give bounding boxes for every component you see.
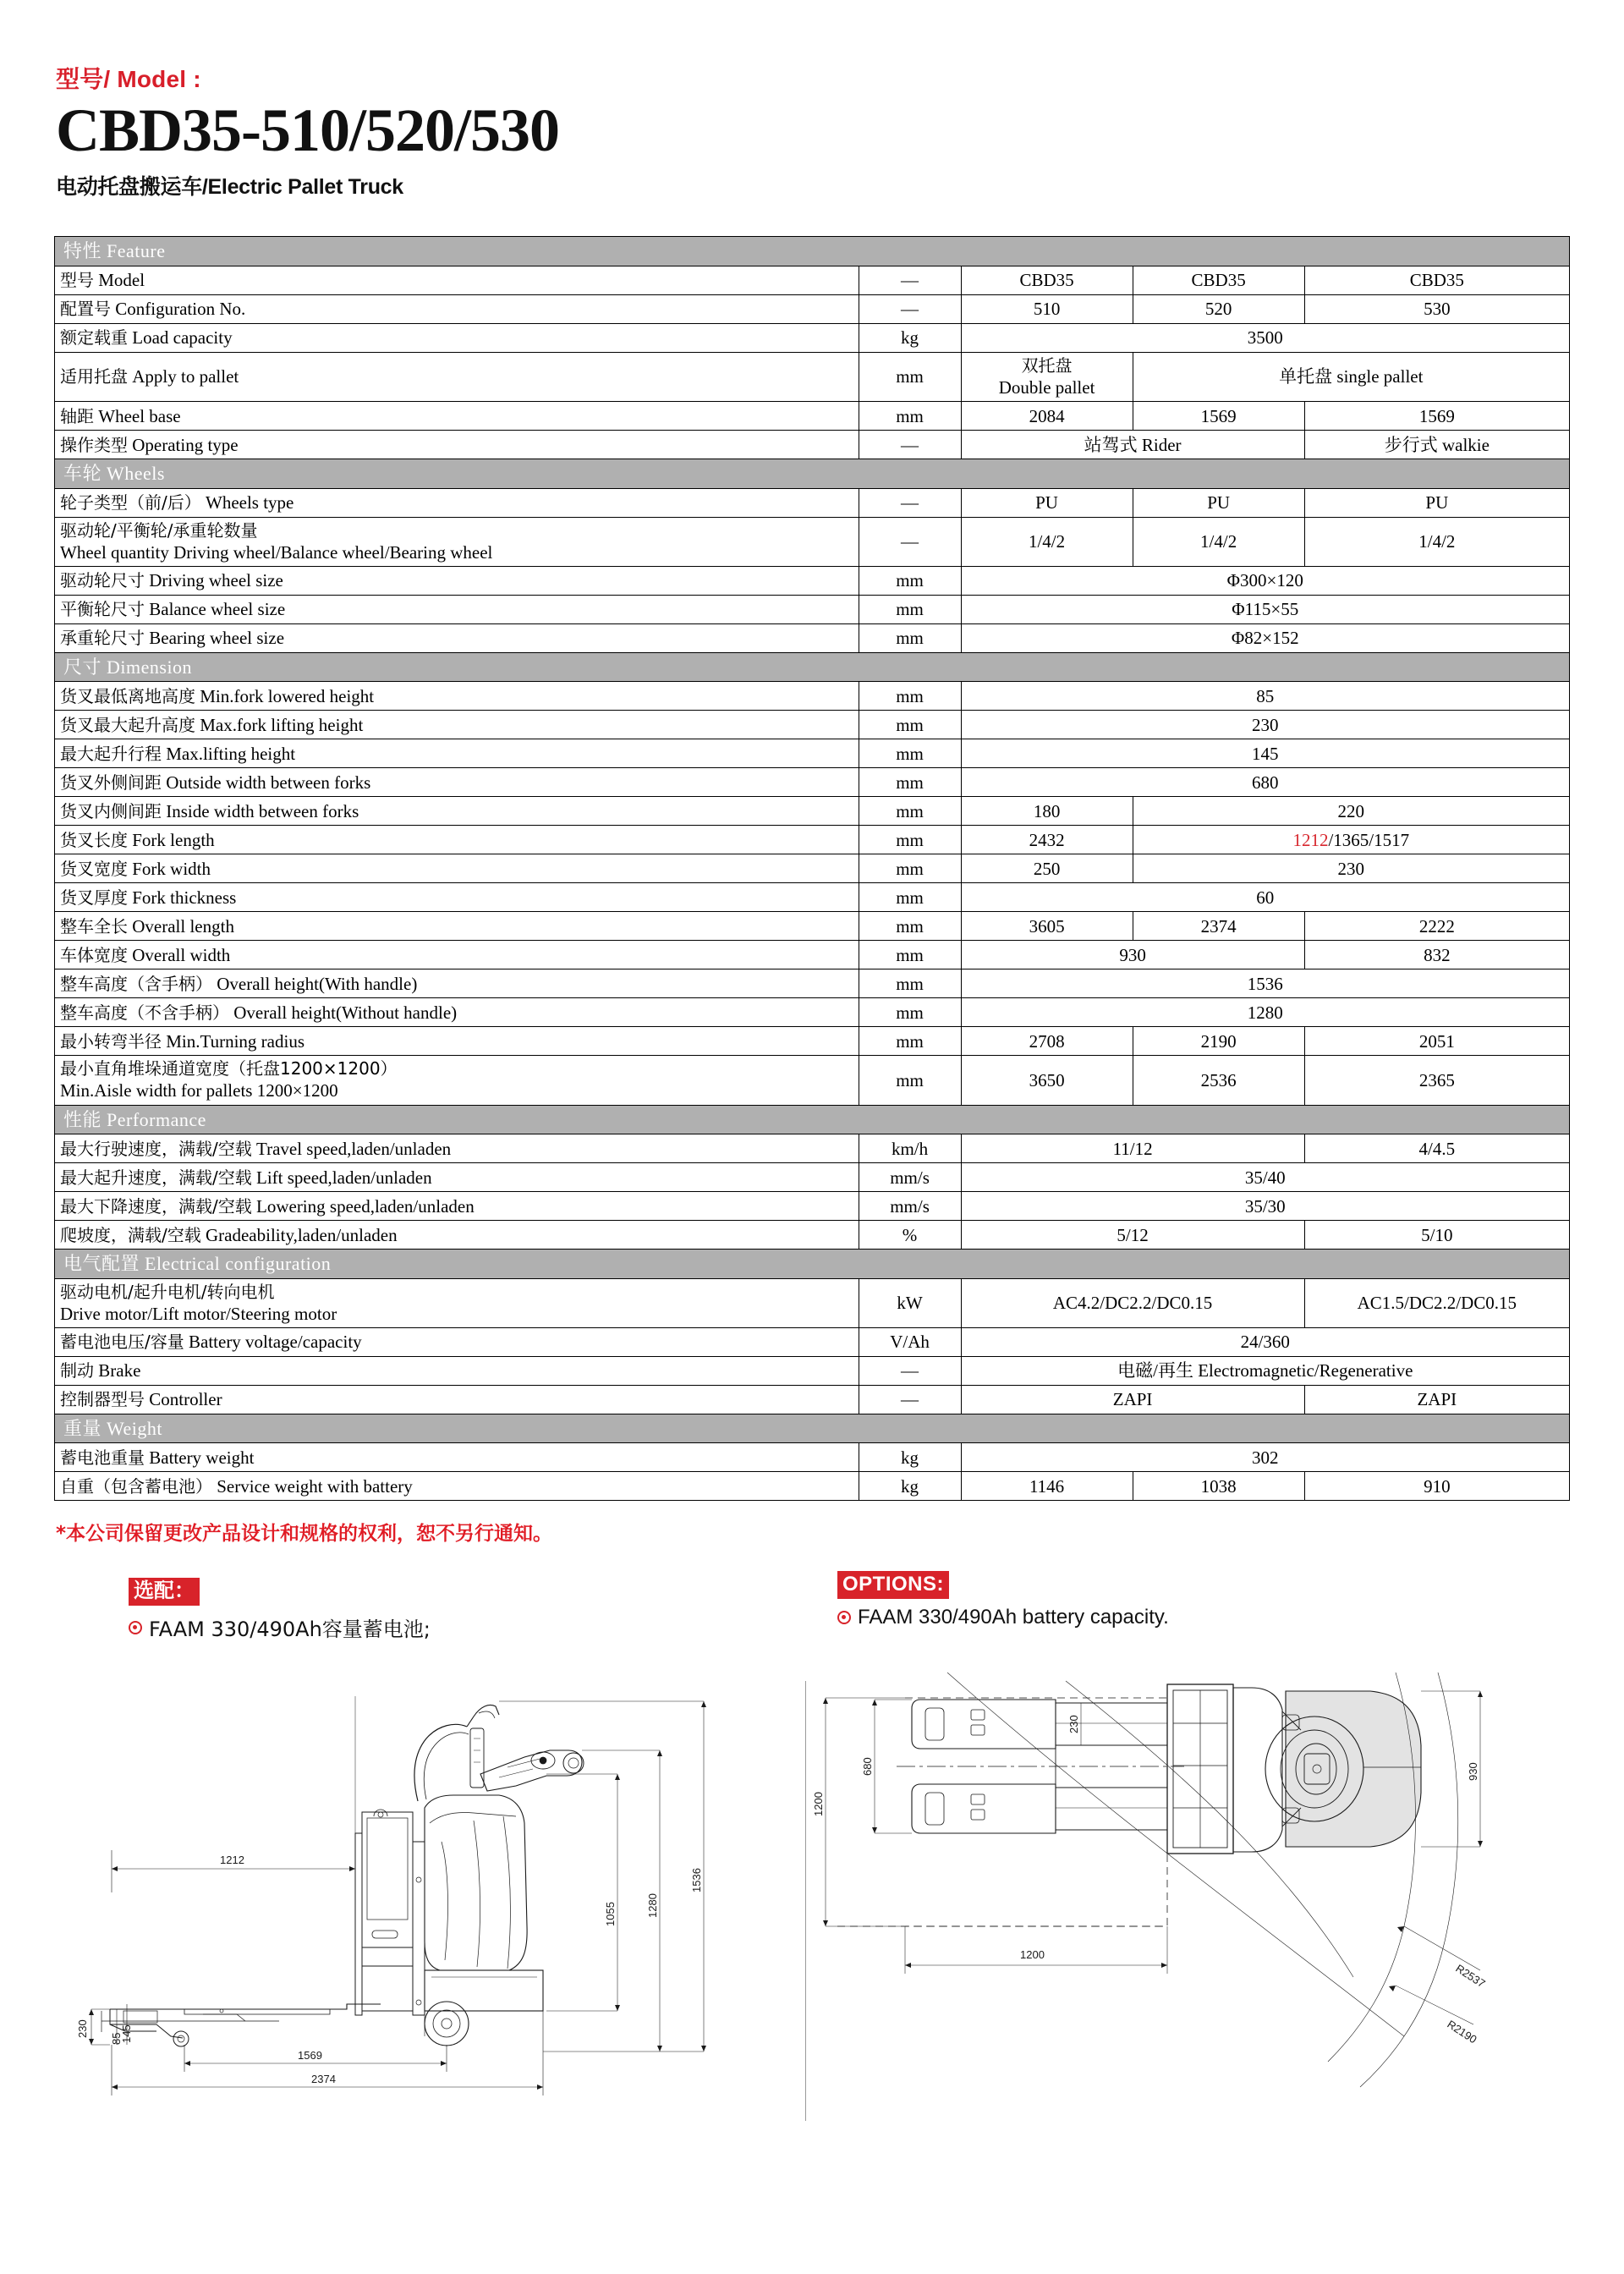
row-unit: — [859, 488, 961, 517]
row-unit: mm/s [859, 1192, 961, 1221]
row-value: 单托盘 single pallet [1133, 352, 1569, 401]
row-value: PU [961, 488, 1133, 517]
row-value: 180 [961, 797, 1133, 826]
row-unit: mm [859, 854, 961, 883]
row-unit: mm [859, 682, 961, 711]
row-value: 1280 [961, 998, 1569, 1027]
table-row [55, 797, 1570, 826]
row-unit: mm [859, 566, 961, 595]
table-row [55, 1472, 1570, 1501]
row-value: 2084 [961, 402, 1133, 431]
disclaimer-note: *本公司保留更改产品设计和规格的权利，恕不另行通知。 [56, 1523, 553, 1546]
table-section-header [55, 459, 1570, 489]
row-label: 制动 Brake [55, 1356, 859, 1385]
row-value: 1/4/2 [1304, 517, 1569, 566]
drawings-divider [805, 1681, 806, 2121]
row-label: 适用托盘 Apply to pallet [55, 352, 859, 401]
row-value: 230 [961, 711, 1569, 739]
row-value: 1569 [1133, 402, 1304, 431]
row-label: 操作类型 Operating type [55, 431, 859, 459]
bullet-icon [837, 1611, 851, 1624]
table-section-header [55, 237, 1570, 266]
row-value: 35/30 [961, 1192, 1569, 1221]
row-value: 24/360 [961, 1327, 1569, 1356]
row-label: 平衡轮尺寸 Balance wheel size [55, 595, 859, 623]
table-row [55, 1278, 1570, 1327]
dim-1280: 1280 [646, 1893, 659, 1919]
table-row [55, 969, 1570, 998]
row-label: 货叉内侧间距 Inside width between forks [55, 797, 859, 826]
dim-1536: 1536 [690, 1868, 703, 1893]
row-label: 最大起升速度，满载/空载 Lift speed,laden/unladen [55, 1163, 859, 1192]
dim-680: 680 [861, 1757, 874, 1777]
row-value: 60 [961, 883, 1569, 912]
table-row [55, 1134, 1570, 1163]
row-value: 1038 [1133, 1472, 1304, 1501]
dim-145: 145 [120, 2024, 133, 2044]
row-unit: mm [859, 768, 961, 797]
row-label: 整车高度（不含手柄） Overall height(Without handle) [55, 998, 859, 1027]
row-unit: mm/s [859, 1163, 961, 1192]
row-label: 控制器型号 Controller [55, 1385, 859, 1414]
dim-aisle-1200: 1200 [1020, 1948, 1045, 1962]
row-value: 1146 [961, 1472, 1133, 1501]
row-value: 11/12 [961, 1134, 1304, 1163]
row-value: 步行式 walkie [1304, 431, 1569, 459]
row-value: 1/4/2 [961, 517, 1133, 566]
option-item-en-label: FAAM 330/490Ah battery capacity. [858, 1606, 1169, 1629]
table-row [55, 1192, 1570, 1221]
table-row [55, 266, 1570, 294]
row-label: 额定载重 Load capacity [55, 323, 859, 352]
row-unit: mm [859, 352, 961, 401]
row-value: ZAPI [1304, 1385, 1569, 1414]
row-value: 230 [1133, 854, 1569, 883]
row-label: 货叉最大起升高度 Max.fork lifting height [55, 711, 859, 739]
row-unit: — [859, 517, 961, 566]
row-unit: mm [859, 797, 961, 826]
row-value: ZAPI [961, 1385, 1304, 1414]
row-label: 最大行驶速度，满载/空载 Travel speed,laden/unladen [55, 1134, 859, 1163]
row-label: 驱动电机/起升电机/转向电机 Drive motor/Lift motor/Steering motor [55, 1278, 859, 1327]
row-value: 832 [1304, 941, 1569, 969]
dim-2374: 2374 [311, 2073, 336, 2086]
row-unit: — [859, 1356, 961, 1385]
table-row [55, 826, 1570, 854]
row-unit: mm [859, 1056, 961, 1105]
row-value: 530 [1304, 294, 1569, 323]
table-section-header [55, 1105, 1570, 1134]
top-view-drawing [812, 1673, 1573, 2129]
row-value: 2222 [1304, 912, 1569, 941]
dim-230: 230 [76, 2019, 89, 2039]
table-section-header [55, 652, 1570, 682]
table-row [55, 517, 1570, 566]
row-unit: — [859, 431, 961, 459]
row-value: 930 [961, 941, 1304, 969]
section-title: 特性 Feature [55, 237, 1570, 266]
row-value: 站驾式 Rider [961, 431, 1304, 459]
table-row [55, 323, 1570, 352]
row-value: 双托盘 Double pallet [961, 352, 1133, 401]
row-label: 自重（包含蓄电池） Service weight with battery [55, 1472, 859, 1501]
row-unit: mm [859, 969, 961, 998]
dim-1055: 1055 [604, 1902, 617, 1927]
row-unit: mm [859, 402, 961, 431]
row-unit: mm [859, 912, 961, 941]
row-value: 520 [1133, 294, 1304, 323]
row-value: 3650 [961, 1056, 1133, 1105]
table-row [55, 998, 1570, 1027]
table-row [55, 595, 1570, 623]
page-subtitle: 电动托盘搬运车/Electric Pallet Truck [56, 175, 403, 200]
section-title: 电气配置 Electrical configuration [55, 1250, 1570, 1279]
table-row [55, 566, 1570, 595]
option-item-en [837, 1606, 1169, 1629]
row-label: 爬坡度，满载/空载 Gradeability,laden/unladen [55, 1221, 859, 1250]
table-row [55, 1163, 1570, 1192]
row-value: 2432 [961, 826, 1133, 854]
row-unit: mm [859, 739, 961, 768]
row-label: 最小直角堆垛通道宽度（托盘1200×1200） Min.Aisle width for pallets 1200×1200 [55, 1056, 859, 1105]
row-value: PU [1304, 488, 1569, 517]
row-label: 驱动轮尺寸 Driving wheel size [55, 566, 859, 595]
table-row [55, 623, 1570, 652]
row-unit: mm [859, 941, 961, 969]
row-value: 5/12 [961, 1221, 1304, 1250]
dim-1569: 1569 [298, 2049, 322, 2063]
option-item-cn [129, 1612, 431, 1642]
table-row [55, 1027, 1570, 1056]
row-unit: kW [859, 1278, 961, 1327]
row-value: 910 [1304, 1472, 1569, 1501]
row-value: 2365 [1304, 1056, 1569, 1105]
row-label: 货叉长度 Fork length [55, 826, 859, 854]
dim-fork-230: 230 [1067, 1715, 1080, 1734]
row-value: 2708 [961, 1027, 1133, 1056]
row-unit: — [859, 294, 961, 323]
row-label: 轴距 Wheel base [55, 402, 859, 431]
row-label: 最大起升行程 Max.lifting height [55, 739, 859, 768]
options-block-cn [129, 1578, 431, 1642]
row-unit: mm [859, 883, 961, 912]
row-label: 型号 Model [55, 266, 859, 294]
row-value: 1/4/2 [1133, 517, 1304, 566]
row-label: 货叉外侧间距 Outside width between forks [55, 768, 859, 797]
table-row [55, 402, 1570, 431]
row-unit: mm [859, 711, 961, 739]
row-value: 680 [961, 768, 1569, 797]
row-value: 2190 [1133, 1027, 1304, 1056]
row-label: 配置号 Configuration No. [55, 294, 859, 323]
row-label: 整车全长 Overall length [55, 912, 859, 941]
dim-85: 85 [110, 2032, 123, 2046]
row-value: 85 [961, 682, 1569, 711]
row-value: 145 [961, 739, 1569, 768]
row-value: Φ115×55 [961, 595, 1569, 623]
spec-table-wrap [54, 236, 1570, 1501]
row-value: 250 [961, 854, 1133, 883]
row-value: 5/10 [1304, 1221, 1569, 1250]
option-item-cn-label: FAAM 330/490Ah容量蓄电池; [149, 1618, 431, 1642]
page-header [0, 0, 1624, 200]
row-label: 最大下降速度，满载/空载 Lowering speed,laden/unladen [55, 1192, 859, 1221]
row-value: 2051 [1304, 1027, 1569, 1056]
row-unit: mm [859, 623, 961, 652]
row-value: 3605 [961, 912, 1133, 941]
table-row [55, 682, 1570, 711]
row-value: CBD35 [1133, 266, 1304, 294]
row-label: 货叉厚度 Fork thickness [55, 883, 859, 912]
table-row [55, 1443, 1570, 1472]
row-unit: mm [859, 998, 961, 1027]
table-row [55, 1385, 1570, 1414]
row-label: 整车高度（含手柄） Overall height(With handle) [55, 969, 859, 998]
row-unit: — [859, 1385, 961, 1414]
bullet-icon [129, 1621, 142, 1634]
row-value: 1212/1365/1517 [1133, 826, 1569, 854]
table-row [55, 352, 1570, 401]
row-unit: kg [859, 1443, 961, 1472]
row-unit: — [859, 266, 961, 294]
row-value: 1569 [1304, 402, 1569, 431]
row-unit: mm [859, 595, 961, 623]
row-value: 2536 [1133, 1056, 1304, 1105]
row-value: 220 [1133, 797, 1569, 826]
table-row [55, 294, 1570, 323]
table-section-header [55, 1414, 1570, 1443]
table-section-header [55, 1250, 1570, 1279]
row-value: 电磁/再生 Electromagnetic/Regenerative [961, 1356, 1569, 1385]
row-label: 承重轮尺寸 Bearing wheel size [55, 623, 859, 652]
table-row [55, 941, 1570, 969]
row-label: 驱动轮/平衡轮/承重轮数量 Wheel quantity Driving wheel/Balance wheel/Bearing wheel [55, 517, 859, 566]
row-label: 货叉宽度 Fork width [55, 854, 859, 883]
row-value: 3500 [961, 323, 1569, 352]
row-unit: % [859, 1221, 961, 1250]
side-view-svg [76, 1673, 770, 2129]
row-value: PU [1133, 488, 1304, 517]
options-tag-cn: 选配： [129, 1578, 200, 1606]
row-value: 35/40 [961, 1163, 1569, 1192]
options-area [0, 1571, 1624, 1664]
row-value: 2374 [1133, 912, 1304, 941]
row-unit: km/h [859, 1134, 961, 1163]
row-value: 302 [961, 1443, 1569, 1472]
row-label: 蓄电池重量 Battery weight [55, 1443, 859, 1472]
row-value: 4/4.5 [1304, 1134, 1569, 1163]
table-row [55, 1356, 1570, 1385]
row-label: 货叉最低离地高度 Min.fork lowered height [55, 682, 859, 711]
section-title: 尺寸 Dimension [55, 652, 1570, 682]
page-title: CBD35-510/520/530 [56, 96, 559, 164]
model-kicker: 型号/ Model : [56, 66, 201, 92]
row-value: 1536 [961, 969, 1569, 998]
row-label: 轮子类型（前/后） Wheels type [55, 488, 859, 517]
row-value: Φ82×152 [961, 623, 1569, 652]
row-label: 最小转弯半径 Min.Turning radius [55, 1027, 859, 1056]
table-row [55, 768, 1570, 797]
dim-930: 930 [1467, 1762, 1479, 1782]
dim-R2190: R2190 [1445, 2018, 1479, 2046]
row-unit: kg [859, 323, 961, 352]
options-block-en [837, 1571, 1169, 1629]
table-row [55, 739, 1570, 768]
table-row [55, 711, 1570, 739]
row-value: AC4.2/DC2.2/DC0.15 [961, 1278, 1304, 1327]
side-view-drawing [76, 1673, 770, 2129]
dim-1212: 1212 [220, 1854, 244, 1867]
table-row [55, 912, 1570, 941]
table-row [55, 1056, 1570, 1105]
row-unit: kg [859, 1472, 961, 1501]
table-row [55, 431, 1570, 459]
table-row [55, 1327, 1570, 1356]
row-value: 510 [961, 294, 1133, 323]
row-value: Φ300×120 [961, 566, 1569, 595]
row-value: AC1.5/DC2.2/DC0.15 [1304, 1278, 1569, 1327]
top-view-svg [812, 1673, 1573, 2129]
dim-pallet-1200: 1200 [812, 1792, 825, 1817]
row-unit: mm [859, 1027, 961, 1056]
table-row [55, 883, 1570, 912]
technical-drawings [0, 1673, 1624, 2146]
table-row [55, 488, 1570, 517]
row-label: 蓄电池电压/容量 Battery voltage/capacity [55, 1327, 859, 1356]
section-title: 性能 Performance [55, 1105, 1570, 1134]
row-value: CBD35 [961, 266, 1133, 294]
dim-R2537: R2537 [1453, 1962, 1488, 1991]
section-title: 车轮 Wheels [55, 459, 1570, 489]
table-row [55, 854, 1570, 883]
row-label: 车体宽度 Overall width [55, 941, 859, 969]
table-row [55, 1221, 1570, 1250]
specification-table [54, 236, 1570, 1501]
options-tag-en: OPTIONS: [837, 1571, 949, 1599]
row-unit: V/Ah [859, 1327, 961, 1356]
row-unit: mm [859, 826, 961, 854]
row-value: CBD35 [1304, 266, 1569, 294]
section-title: 重量 Weight [55, 1414, 1570, 1443]
